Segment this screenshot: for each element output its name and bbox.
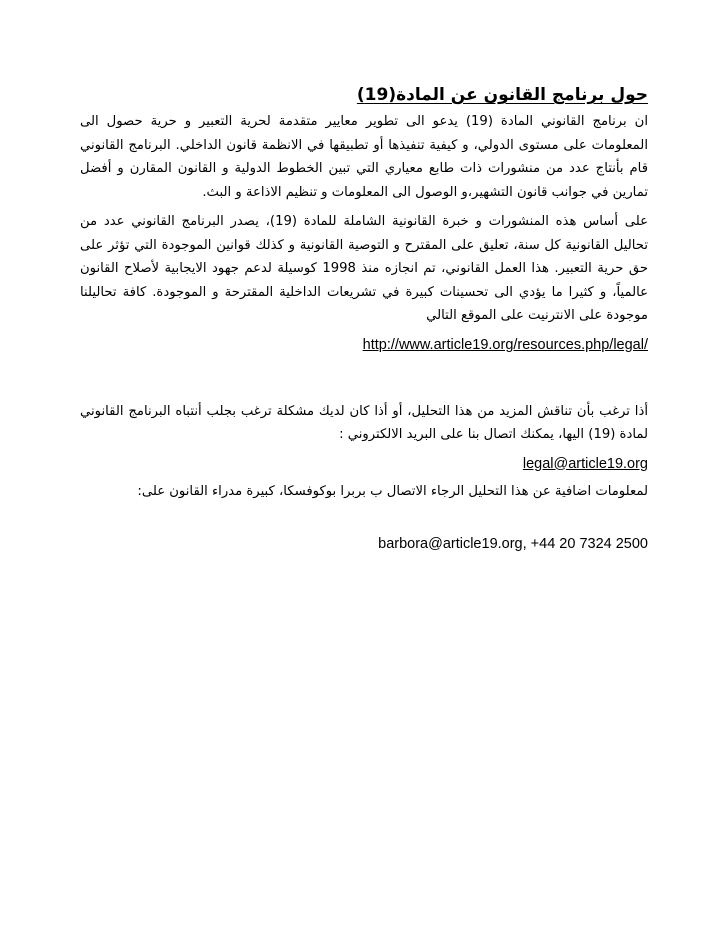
url-row xyxy=(80,334,648,356)
document-title: حول برنامج القانون عن المادة(19) xyxy=(356,85,648,105)
analysis-paragraph: على أساس هذه المنشورات و خبرة القانونية الشاملة للمادة (19)، يصدر البرنامج القانوني عدد من تحاليل القانونية كل سنة، تعليق على المقترح و التوصية القانونية و كذلك قوانين الموجودة التي تؤثر على حق حرية التعبير. هذا العمل القانوني، تم انجازه منذ 1998 كوسيلة لدعم جهود الايجابية لأصلاح القانون عالمياً، و كثيرا ما يؤدي الى تحسينات كبيرة في تشريعات الداخلية المقترحة و الموجودة. كافة تحاليلنا موجودة على الانترنيت على الموقع التالي xyxy=(80,214,648,323)
contact-details: barbora@article19.org, +44 20 7324 2500 xyxy=(378,535,648,552)
spacer xyxy=(80,356,648,400)
spacer xyxy=(80,503,648,533)
contact-row xyxy=(80,533,648,555)
contact-paragraph: أذا ترغب بأن تناقش المزيد من هذا التحليل، أو أذا كان لديك مشكلة ترغب بجلب أنتباه البرنامج القانوني لمادة (19) اليها، يمكنك اتصال بنا على البريد الالكتروني : xyxy=(80,403,648,442)
document-page xyxy=(80,78,648,555)
email-row xyxy=(80,453,648,475)
legal-resources-link[interactable]: http://www.article19.org/resources.php/legal/ xyxy=(362,336,648,353)
about-paragraph: ان برنامج القانوني المادة (19) يدعو الى تطوير معايير متقدمة لحرية التعبير و حرية حصول الى المعلومات على مستوى الدولي، و كيفية تنفيذها أو تطبيقها في الانظمة قانون الداخلي. البرنامج القانوني قام بأنتاج عدد من منشورات ذات طابع معياري التي تبين الخطوط الدولية و القانون المقارن و أفضل تمارين في جوانب قانون التشهير،و الوصول الى المعلومات و تنظيم الاذاعة و البث. xyxy=(80,114,648,200)
more-info-paragraph: لمعلومات اضافية عن هذا التحليل الرجاء الاتصال ب بربرا بوكوفسكا، كبيرة مدراء القانون على: xyxy=(137,483,648,499)
legal-email-link[interactable]: legal@article19.org xyxy=(522,455,648,472)
